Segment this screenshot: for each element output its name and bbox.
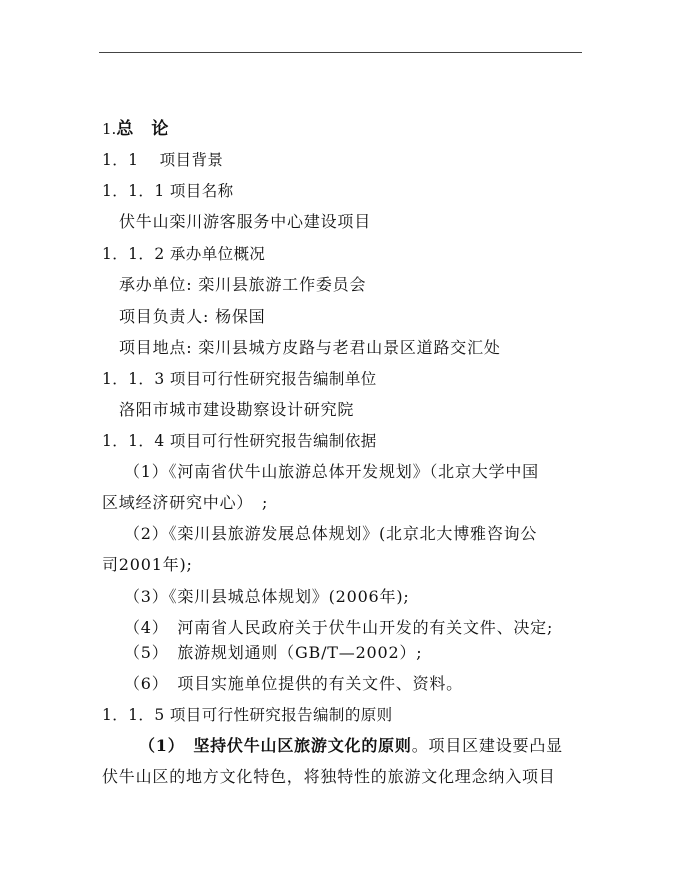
chapter-heading bbox=[102, 119, 168, 139]
subsection-heading: 1．1．1 项目名称 bbox=[102, 182, 234, 200]
principle-paragraph bbox=[139, 736, 563, 756]
principle-continuation: 伏牛山区的地方文化特色，将独特性的旅游文化理念纳入项目 bbox=[102, 767, 556, 786]
section-heading: 1．1 项目背景 bbox=[102, 151, 224, 169]
chapter-title-a: 总 bbox=[116, 119, 134, 139]
list-item: （4） 河南省人民政府关于伏牛山开发的有关文件、决定; bbox=[124, 618, 554, 637]
list-item: （2）《栾川县旅游发展总体规划》(北京北大博雅咨询公 bbox=[124, 524, 538, 543]
paragraph-line: 承办单位: 栾川县旅游工作委员会 bbox=[119, 275, 367, 294]
subsection-heading: 1．1．5 项目可行性研究报告编制的原则 bbox=[102, 706, 393, 724]
subsection-heading: 1．1．4 项目可行性研究报告编制依据 bbox=[102, 432, 377, 450]
list-item-continuation: 司2001年); bbox=[102, 555, 193, 574]
list-item: （1）《河南省伏牛山旅游总体开发规划》（北京大学中国 bbox=[124, 462, 539, 481]
paragraph-line: 项目地点: 栾川县城方皮路与老君山景区道路交汇处 bbox=[119, 338, 501, 357]
principle-text: 。项目区建设要凸显 bbox=[411, 736, 563, 755]
chapter-title-b: 论 bbox=[151, 119, 169, 139]
subsection-heading: 1．1．3 项目可行性研究报告编制单位 bbox=[102, 370, 377, 388]
subsection-heading: 1．1．2 承办单位概况 bbox=[102, 245, 266, 263]
list-item: （5） 旅游规划通则（GB/T—2002）; bbox=[124, 643, 423, 662]
list-item-continuation: 区域经济研究中心） ; bbox=[102, 493, 269, 512]
paragraph-line: 伏牛山栾川游客服务中心建设项目 bbox=[119, 212, 372, 231]
header-rule bbox=[99, 52, 582, 53]
paragraph-line: 洛阳市城市建设勘察设计研究院 bbox=[119, 400, 355, 419]
principle-bold-text: （1） 坚持伏牛山区旅游文化的原则 bbox=[139, 736, 412, 755]
chapter-number: 1. bbox=[102, 120, 117, 138]
list-item: （6） 项目实施单位提供的有关文件、资料。 bbox=[124, 674, 463, 693]
list-item: （3）《栾川县城总体规划》(2006年); bbox=[124, 587, 410, 606]
paragraph-line: 项目负责人: 杨保国 bbox=[119, 307, 266, 326]
